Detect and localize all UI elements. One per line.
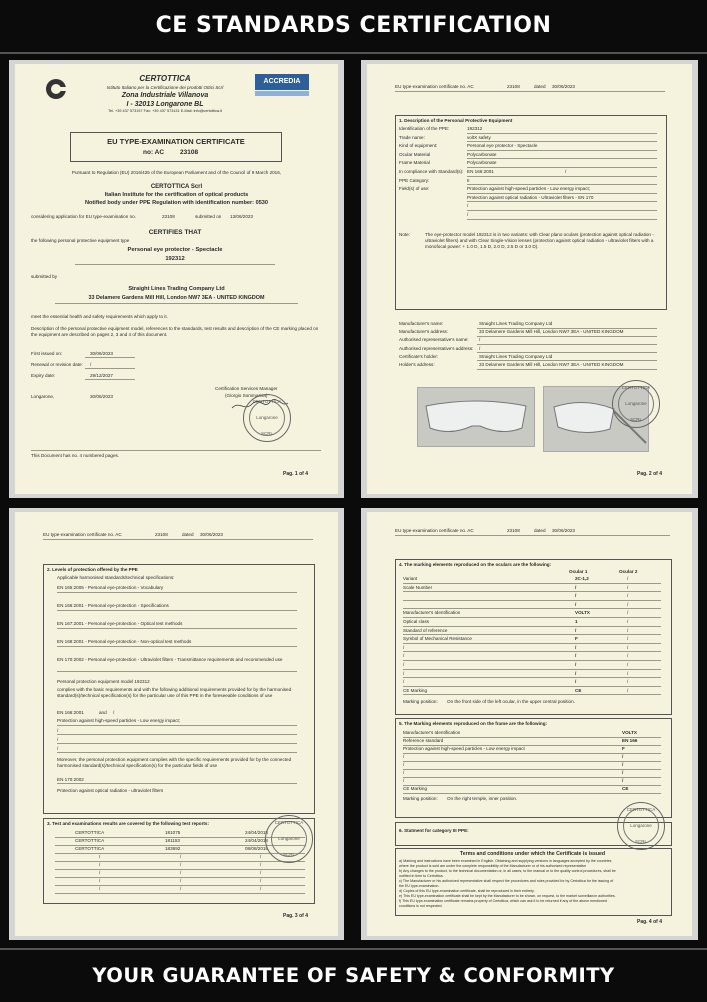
certificate-page-1 <box>15 64 338 494</box>
standard-item: EN 165:2005 - Personal eye-protection - Vocabulary <box>57 585 164 590</box>
standard-item: EN 167:2001 - Personal eye-protection - Optical test methods <box>57 621 183 626</box>
stamp-top: CERTOTTICA <box>626 807 656 812</box>
test-lab: / <box>99 870 101 875</box>
ppe-detail-value: II <box>467 177 470 183</box>
test-lab: CERTOTTICA <box>75 830 105 835</box>
ocular-1-value: 1 <box>575 619 578 624</box>
ocular-1-value: / <box>575 584 577 590</box>
certottica-stamp-icon <box>617 802 665 850</box>
ocular-1-value: / <box>575 601 577 607</box>
ppe-detail-label: Trade name: <box>399 134 425 140</box>
header-dated: dated <box>534 84 546 89</box>
ppe-detail-value: / <box>467 212 469 217</box>
optical-text: Protection against optical radiation - ultraviolet filters <box>57 788 164 793</box>
ocular-2-value: / <box>627 627 629 633</box>
ppe-detail-value: Polycarbonate <box>467 151 497 157</box>
meet-text: meet the essential health and safety requirements which apply to it. <box>31 314 168 319</box>
ocular-marking-label: Standard of reference <box>403 627 448 633</box>
certifies-heading: CERTIFIES THAT <box>148 229 202 236</box>
issuer-address-2: I - 32013 Longarone BL <box>126 101 204 108</box>
ppe-detail-label: Ocular Material <box>399 151 431 157</box>
page-header: EU type-examination certificate no. AC <box>395 528 474 533</box>
first-issued-label: First issued on: <box>31 351 63 356</box>
section-2-title: 2. Levels of protection offered by the PPE <box>47 567 138 572</box>
ocular-2-value: / <box>627 670 629 676</box>
and-value: / <box>113 710 115 715</box>
ocular-2-value: / <box>627 636 629 642</box>
terms-line: a) Marking and instructions have been examined in English. Obtaining and supplying versions in languages accepted by the countries <box>399 859 612 863</box>
test-report-date: 24/04/2018 <box>245 830 268 835</box>
frame-marking-value: F <box>622 746 625 751</box>
manufacturer-label: Manufacturer's name: <box>399 321 444 326</box>
test-report-number: / <box>180 886 182 891</box>
ocular-2-value: / <box>627 619 629 624</box>
renewal-label: Renewal or revision date: <box>31 362 83 367</box>
model-line: Personal protection equipment model 192312 <box>57 679 150 684</box>
ppe-detail-label: In compliance with Standard(s): <box>399 169 464 174</box>
terms-line: where the product is sold are under the complete responsibility of the Manufacturer or of his authorized representative <box>399 864 587 868</box>
submitted-on-date: 13/06/2023 <box>230 214 253 219</box>
manufacturer-label: Manufacturer's address: <box>399 329 449 335</box>
ocular-1-value: VOLTX <box>575 610 590 616</box>
certificate-title: EU TYPE-EXAMINATION CERTIFICATE <box>107 137 245 146</box>
ppe-detail-value: Polycarbonate <box>467 160 497 166</box>
test-lab: CERTOTTICA <box>75 846 105 851</box>
manufacturer-label: Holder's address: <box>399 362 435 367</box>
terms-line: f) This EU type-examination certificate remains property of Certottica, which can ask it to be returned if any of the above mentioned <box>399 899 607 903</box>
terms-line: e) This EU type-examination certificate shall be kept by the Manufacturer to be shown, on request, to the market surveillance authorities. <box>399 894 616 898</box>
section-4-title: 4. The marking elements reproduced on the oculars are the following: <box>399 562 552 567</box>
frame-marking-label: Reference standard <box>403 738 444 743</box>
frame-marking-label: / <box>403 778 405 783</box>
ppe-detail-value: Protection against optical radiation - Ultraviolet filters - EN 170 <box>467 194 594 200</box>
ocular-2-value: / <box>627 644 629 650</box>
ocular-1-value: / <box>575 653 577 659</box>
ocular-marking-label: Symbol of Mechanical Resistance <box>403 636 472 642</box>
frame-marking-value: / <box>622 770 624 775</box>
header-date: 30/06/2023 <box>552 528 575 533</box>
ocular-1-value: / <box>575 644 577 650</box>
certottica-stamp-icon <box>612 380 660 428</box>
manufacturer-value: 33 Delamere Gardens Mill Hill, London NW7 3EA - UNITED KINGDOM <box>479 362 624 367</box>
high-speed-text: Protection against high-speed particles - Low energy impact; <box>57 718 181 723</box>
ocular-1-value: 2C-1,2 <box>575 576 589 581</box>
ppe-detail-value: EN 166:2001 <box>467 169 494 174</box>
header-date: 30/06/2023 <box>552 84 575 89</box>
test-lab: / <box>99 854 101 859</box>
test-report-date: / <box>260 854 262 859</box>
ocular-1-header: Ocular 1 <box>569 569 588 574</box>
ocular-marking-label: Manufacturer's Identification <box>403 610 461 616</box>
stamp-top: CERTOTTICA <box>621 385 651 390</box>
ocular-marking-label: / <box>403 670 405 676</box>
stamp-top: CERTOTTICA <box>252 399 282 404</box>
ocular-2-value: / <box>627 679 629 685</box>
frame-marking-value: CE <box>622 786 629 791</box>
ocular-2-value: / <box>627 584 629 590</box>
and-label: and <box>99 710 107 715</box>
ocular-1-value: / <box>575 662 577 667</box>
test-report-date: / <box>260 886 262 891</box>
first-issued-date: 30/06/2023 <box>90 351 113 356</box>
accredia-label: ACCREDIA <box>263 78 301 85</box>
test-lab: / <box>99 886 101 891</box>
ocular-marking-label: / <box>403 644 405 650</box>
test-report-number: / <box>180 878 182 883</box>
frame-marking-value: EN 166 <box>622 738 638 743</box>
header-number: 23108 <box>155 532 168 537</box>
ppe-detail-label: Identification of the PPE: <box>399 126 450 131</box>
ocular-2-header: Ocular 2 <box>619 569 638 574</box>
ppe-detail-value: Personal eye protector - Spectacle <box>467 143 538 149</box>
ppe-type: Personal eye protector - Spectacle <box>127 247 223 253</box>
ocular-marking-position-label: Marking position: <box>403 699 438 704</box>
ocular-2-value: / <box>627 653 629 659</box>
frame-marking-value: / <box>622 778 624 783</box>
ocular-1-value: CE <box>575 687 582 693</box>
manufacturer-label: Authorised representative's name: <box>399 337 469 343</box>
certottica-stamp-icon <box>265 815 313 863</box>
signatory-name: (Giorgio Sommariva) <box>225 393 268 398</box>
submitted-by-label: submitted by <box>31 274 58 279</box>
certificate-number-label: no: AC <box>143 149 165 156</box>
expiry-date: 29/12/2027 <box>90 373 113 378</box>
stamp-bottom: SCRL <box>282 852 295 857</box>
stamp-bottom: SCRL <box>629 417 642 422</box>
test-report-number: / <box>180 870 182 875</box>
manufacturer-label: Certificate's holder: <box>399 353 439 359</box>
certificate-page-3 <box>15 512 338 936</box>
section-6-title: 6. Statment for category III PPE: <box>399 828 469 833</box>
ppe-model: 192312 <box>165 256 185 262</box>
manufacturer-value: / <box>479 337 481 343</box>
place-label: Longarone, <box>31 394 55 399</box>
slash-1: / <box>57 728 59 733</box>
applicable-text: Applicable harmonised standards/technical specifications: <box>57 575 175 580</box>
ocular-2-value: / <box>627 593 629 599</box>
manufacturer-label: Authorised representative's address: <box>399 345 474 351</box>
test-report-number: 181075 <box>165 830 181 835</box>
header-date: 30/06/2023 <box>200 532 223 537</box>
test-lab: CERTOTTICA <box>75 838 105 843</box>
page-number: Pag. 1 of 4 <box>282 471 308 478</box>
notified-body-desc: Italian Institute for the certification of optical products <box>104 192 249 198</box>
ocular-2-value: / <box>627 610 629 616</box>
ocular-marking-position: On the front side of the left ocular, in the upper central position. <box>447 699 575 704</box>
header-number: 23108 <box>507 528 520 533</box>
ppe-detail-label: Kind of equipment: <box>399 143 438 149</box>
frame-marking-label: Manufacturer's Identification <box>403 730 461 735</box>
frame-marking-label: CE Marking <box>403 786 427 791</box>
ppe-detail-value-2: / <box>565 169 567 174</box>
header-dated: dated <box>182 532 194 537</box>
test-report-date: / <box>260 870 262 875</box>
note-label: Note: <box>399 232 410 237</box>
ppe-detail-value: / <box>467 203 469 209</box>
test-report-number: / <box>180 862 182 867</box>
issuer-subtitle: Istituto Italiano per la Certificazione dei prodotti Ottici Scrl <box>106 85 224 90</box>
ocular-2-value: / <box>627 662 629 667</box>
header-dated: dated <box>534 528 546 533</box>
considering-text: considering application for EU type-examination no. <box>31 214 136 219</box>
stamp-top: CERTOTTICA <box>274 820 304 825</box>
manufacturer-value: / <box>479 345 481 351</box>
test-lab: / <box>99 878 101 883</box>
page-header: EU type-examination certificate no. AC <box>43 532 122 537</box>
terms-title: Terms and conditions under which the Certificate is issued <box>459 851 606 857</box>
certificate-page-2 <box>367 64 692 494</box>
frame-marking-label: / <box>403 754 405 759</box>
terms-line: notified in time to Certottica. <box>399 874 444 878</box>
test-report-number: / <box>180 854 182 859</box>
accredia-logo <box>255 74 309 90</box>
ppe-detail-label: Frame Material <box>399 160 430 166</box>
terms-line: b) Any changes to the product, to the technical documentation or, in all cases, to the manual or to the quality control procedures, shall be <box>399 869 616 873</box>
note-text: The eye-protector model 192312 is in two variants: with Clear plano oculars (protection against optical radiation - ultraviolet filters) and with Clear Single-Vision lenses (protection against optical radiation - ultraviolet filters with a monofocal power: + 1.0 D, 1.5 D, 2.0 D, 2.5 D or 3.0 D). <box>425 232 654 250</box>
ocular-marking-label: Optical class <box>403 619 430 624</box>
terms-line: the EU type-examination. <box>399 884 440 888</box>
certottica-stamp-icon <box>243 394 291 442</box>
pursuant-text: Pursuant to Regulation (EU) 2016/425 of the European Parliament and of the Council of 9 March 2016, <box>71 170 282 175</box>
applicant-company: Straight Lines Trading Company Ltd <box>128 286 225 292</box>
test-report-date: 24/04/2018 <box>245 838 268 843</box>
ocular-1-value: / <box>575 627 577 633</box>
test-lab: / <box>99 862 101 867</box>
ocular-1-value: / <box>575 670 577 676</box>
stamp-middle: Longarone <box>630 823 652 828</box>
ppe-detail-value: voltX safety <box>467 134 491 140</box>
frame-marking-value: VOLTX <box>622 730 637 735</box>
notified-body-name: CERTOTTICA Scrl <box>150 184 203 190</box>
ocular-1-value: / <box>575 593 577 599</box>
ppe-detail-value: Protection against high-speed particles - Low energy impact; <box>467 186 591 192</box>
ppe-detail-label: Field(s) of use: <box>399 186 430 192</box>
stamp-bottom: SCRL <box>260 431 273 436</box>
en170-label: EN 170:2002 <box>57 777 84 782</box>
section-3-title: 3. Test and examinations results are covered by the following test reports: <box>47 821 210 826</box>
standard-item: EN 170:2002 - Personal eye-protection - Ultraviolet filters - Transmittance requirements and recommended use <box>57 657 283 662</box>
test-report-number: 183692 <box>165 846 181 851</box>
slash-3: / <box>57 746 59 751</box>
page-number: Pag. 2 of 4 <box>636 471 662 478</box>
stamp-bottom: SCRL <box>634 839 647 844</box>
frame-marking-value: / <box>622 754 624 759</box>
standard-item: EN 166:2001 - Personal eye-protection - Specifications <box>57 603 169 608</box>
issuer-contact: Tel. +39 437 573157 Fax: +39 437 573131 E-Mail: info@certottica.it <box>108 109 222 113</box>
description-text: Description of the personal protective equipment model, references to the standards, test results and description of the CE marking placed on the equipment are described on pages 2, 3 and 4 of this document. <box>31 326 319 338</box>
notified-body-id: Notified body under PPE Regulation with identification number: 0530 <box>84 200 269 206</box>
page-number: Pag. 4 of 4 <box>636 919 662 926</box>
ocular-marking-label: CE Marking <box>403 687 427 693</box>
test-report-number: 181153 <box>165 838 180 843</box>
ocular-marking-label: / <box>403 662 405 667</box>
ocular-2-value: / <box>627 687 629 693</box>
applicant-address: 33 Delamere Gardens Mill Hill, London NW7 3EA - UNITED KINGDOM <box>88 295 265 301</box>
ppe-detail-label: PPE Category: <box>399 177 430 183</box>
pages-note: This Document has no. 4 numbered pages. <box>31 453 120 458</box>
complies-text: complies with the basic requirements and with the following additional requirements provided for by the harmonised standard(s)/technical specification(s) for the particular use of this PPE in the foreseeable conditions of use <box>57 687 292 699</box>
section-1-title: 1. Description of the Personal Protective Equipment <box>399 118 513 123</box>
header-number: 23108 <box>507 84 520 89</box>
manufacturer-value: 33 Delamere Gardens Mill Hill, London NW7 3EA - UNITED KINGDOM <box>479 329 624 335</box>
ocular-marking-label: / <box>403 679 405 685</box>
following-text: the following personal protective equipment type <box>31 238 130 243</box>
ocular-2-value: / <box>627 576 629 581</box>
ocular-1-value: / <box>575 679 577 685</box>
stamp-middle: Longarone <box>256 415 278 420</box>
certottica-logo-icon <box>45 78 67 100</box>
terms-line: conditions is not respected. <box>399 904 443 908</box>
signatory-title: Certification Services Manager <box>215 386 278 391</box>
moreover-text: Moreover, the personal protection equipment complies with the specific requirements provided for by the connected harmonised standard(s)/technical specification(s) for the particular fields of use <box>57 757 292 769</box>
ocular-marking-label: Variant <box>403 576 418 581</box>
spectacle-front-icon <box>418 388 534 446</box>
ocular-1-value: F <box>575 636 578 642</box>
test-report-date: / <box>260 862 262 867</box>
section-5-title: 5. The Marking elements reproduced on the frame are the following: <box>399 721 548 726</box>
certificate-number: 23108 <box>180 149 199 156</box>
spectacle-front-photo <box>417 387 535 447</box>
ppe-detail-value: 192312 <box>467 126 483 131</box>
renewal-date: / <box>90 362 92 367</box>
issuer-name: CERTOTTICA <box>139 74 191 83</box>
issuer-address-1: Zona Industriale Villanova <box>121 92 209 99</box>
certificate-page-4 <box>367 512 692 936</box>
expiry-label: Expiry date: <box>31 373 56 378</box>
page-header: EU type-examination certificate no. AC <box>395 84 474 89</box>
standard-item: EN 168:2001 - Personal eye-protection - Non-optical test methods <box>57 639 192 644</box>
place-date: 30/06/2023 <box>90 394 113 399</box>
ocular-2-value: / <box>627 601 629 607</box>
stamp-middle: Longarone <box>625 401 647 406</box>
stamp-middle: Longarone <box>278 836 300 841</box>
frame-marking-position-label: Marking position: <box>403 796 438 801</box>
ocular-marking-label: / <box>403 653 405 659</box>
frame-marking-value: / <box>622 762 624 767</box>
frame-marking-label: / <box>403 762 405 767</box>
en166-label: EN 166:2001 <box>57 710 84 715</box>
frame-marking-label: Protection against high-speed particles - Low energy impact <box>403 746 525 751</box>
page-number: Pag. 3 of 4 <box>282 913 308 920</box>
frame-marking-position: On the right temple, inner position. <box>447 796 518 801</box>
test-report-date: / <box>260 878 262 883</box>
submitted-on-label: submitted on <box>195 214 222 219</box>
ocular-marking-label: Scale Number <box>403 584 433 590</box>
manufacturer-value: Straight Lines Trading Company Ltd <box>479 353 553 359</box>
top-banner: CE STANDARDS CERTIFICATION <box>0 0 707 54</box>
frame-marking-label: / <box>403 770 405 775</box>
application-number: 23108 <box>162 214 175 219</box>
test-report-date: 08/08/2018 <box>245 846 268 851</box>
bottom-banner: YOUR GUARANTEE OF SAFETY & CONFORMITY <box>0 948 707 1002</box>
manufacturer-value: Straight Lines Trading Company Ltd <box>479 321 553 326</box>
slash-2: / <box>57 737 59 742</box>
terms-line: c) The Manufacturer or his authorized representative shall respect the procedures and rules provided for by Certottica for the issuing of <box>399 879 614 883</box>
terms-line: d) Copies of this EU type-examination certificate, shall be reproduced in their entirety. <box>399 889 535 893</box>
